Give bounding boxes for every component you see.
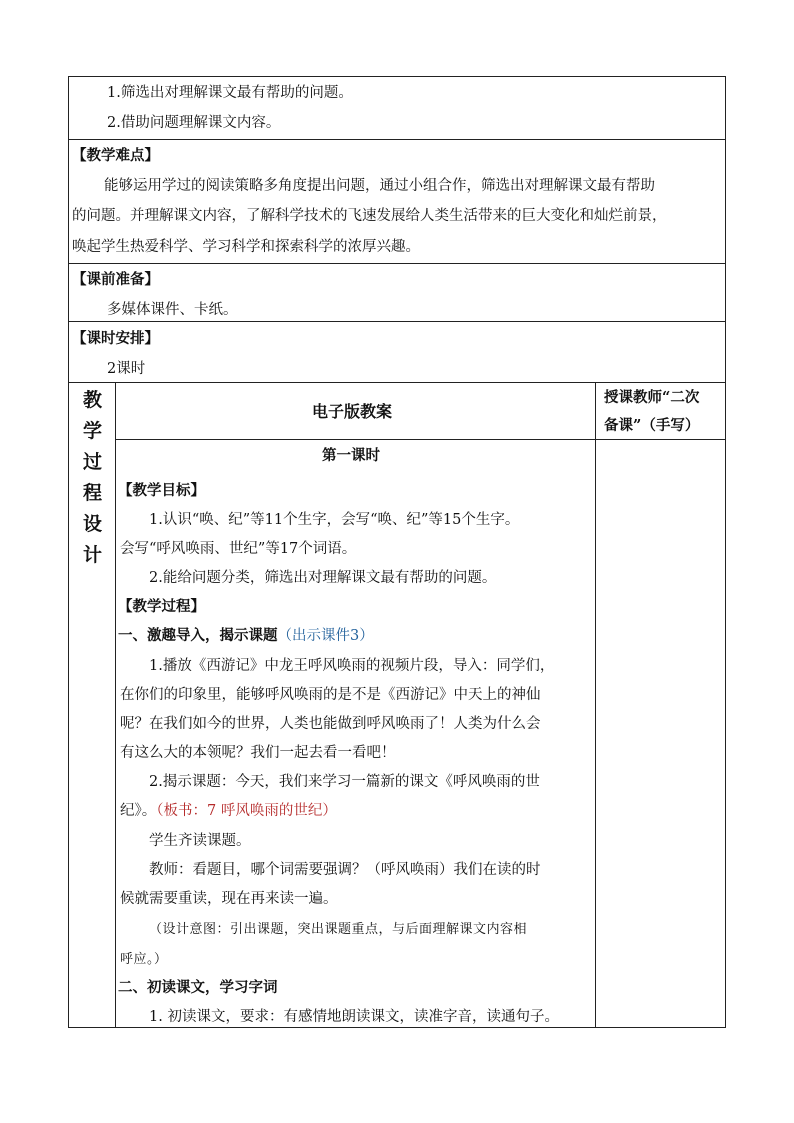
process-heading: 【教学过程】: [118, 598, 205, 615]
process-label-char: 计: [82, 544, 102, 566]
table-border-right: [725, 76, 726, 1028]
column-divider: [115, 382, 116, 1028]
process-label-char: 学: [82, 420, 102, 442]
paragraph-line: 教师：看题目，哪个词需要强调？（呼风唤雨）我们在读的时: [149, 862, 541, 878]
goal-line: 2.能给问题分类，筛选出对理解课文最有帮助的问题。: [149, 570, 497, 586]
paragraph-line: 学生齐读课题。: [149, 833, 251, 849]
difficulty-line: 唤起学生热爱科学、学习科学和探索科学的浓厚兴趣。: [72, 239, 420, 255]
step-title: 二、初读课文，学习字词: [118, 979, 278, 996]
preparation-heading: 【课前准备】: [72, 271, 159, 288]
goal-line: 会写“呼风唤雨、世纪”等17个词语。: [120, 541, 357, 557]
process-label: [70, 385, 115, 571]
paragraph-line: 2.揭示课题：今天，我们来学习一篇新的课文《呼风唤雨的世: [149, 774, 540, 790]
goals-heading: 【教学目标】: [118, 482, 205, 499]
design-note: （设计意图：引出课题，突出课题重点，与后面理解课文内容相: [149, 922, 528, 937]
step-title: 一、激趣导入，揭示课题: [118, 627, 278, 644]
schedule-text: 2课时: [107, 361, 146, 377]
design-note: 呼应。）: [120, 952, 168, 967]
paragraph-line: 在你们的印象里，能够呼风唤雨的是不是《西游记》中天上的神仙: [120, 687, 541, 703]
step-heading: [118, 626, 374, 646]
header-divider: [115, 439, 725, 440]
difficulty-line: 的问题。并理解课文内容，了解科学技术的飞速发展给人类生活带来的巨大变化和灿烂前景，: [72, 208, 667, 224]
process-label-char: 教: [82, 389, 102, 411]
row-divider: [68, 321, 725, 322]
courseware-ref: （出示课件3）: [277, 628, 374, 644]
side-column-header: 授课教师“二次: [604, 389, 700, 406]
goal-line: 1.认识“唤、纪”等11个生字，会写“唤、纪”等15个生字。: [149, 512, 520, 528]
paragraph-line: 候就需要重读，现在再来读一遍。: [120, 891, 338, 907]
row-divider: [68, 263, 725, 264]
paragraph-line: 1.播放《西游记》中龙王呼风唤雨的视频片段，导入：同学们，: [149, 658, 555, 674]
paragraph-line: [120, 801, 337, 821]
objective-item: 1.筛选出对理解课文最有帮助的问题。: [107, 85, 353, 101]
column-divider: [595, 382, 596, 1028]
paragraph-line: 1. 初读课文，要求：有感情地朗读课文，读准字音，读通句子。: [149, 1009, 559, 1025]
objective-item: 2.借助问题理解课文内容。: [107, 115, 281, 131]
difficulty-heading: 【教学难点】: [72, 147, 159, 164]
paragraph-text: 纪》。: [120, 803, 157, 819]
board-note: （板书：7 呼风唤雨的世纪）: [156, 803, 337, 819]
session-title: 第一课时: [322, 447, 380, 464]
process-label-char: 程: [82, 482, 102, 504]
process-label-char: 过: [82, 451, 102, 473]
paragraph-line: 呢？在我们如今的世界，人类也能做到呼风唤雨了！人类为什么会: [120, 716, 541, 732]
difficulty-line: 能够运用学过的阅读策略多角度提出问题，通过小组合作，筛选出对理解课文最有帮助: [104, 178, 655, 194]
row-divider: [68, 382, 725, 383]
table-border-top: [68, 76, 725, 77]
side-column-header: 备课”（手写）: [604, 417, 700, 434]
process-label-char: 设: [82, 513, 102, 535]
schedule-heading: 【课时安排】: [72, 330, 159, 347]
preparation-text: 多媒体课件、卡纸。: [107, 302, 238, 318]
table-border-left: [68, 76, 69, 1028]
main-column-header: 电子版教案: [312, 402, 393, 421]
paragraph-line: 有这么大的本领呢？我们一起去看一看吧！: [120, 745, 396, 761]
row-divider: [68, 139, 725, 140]
table-border-bottom: [68, 1027, 726, 1028]
